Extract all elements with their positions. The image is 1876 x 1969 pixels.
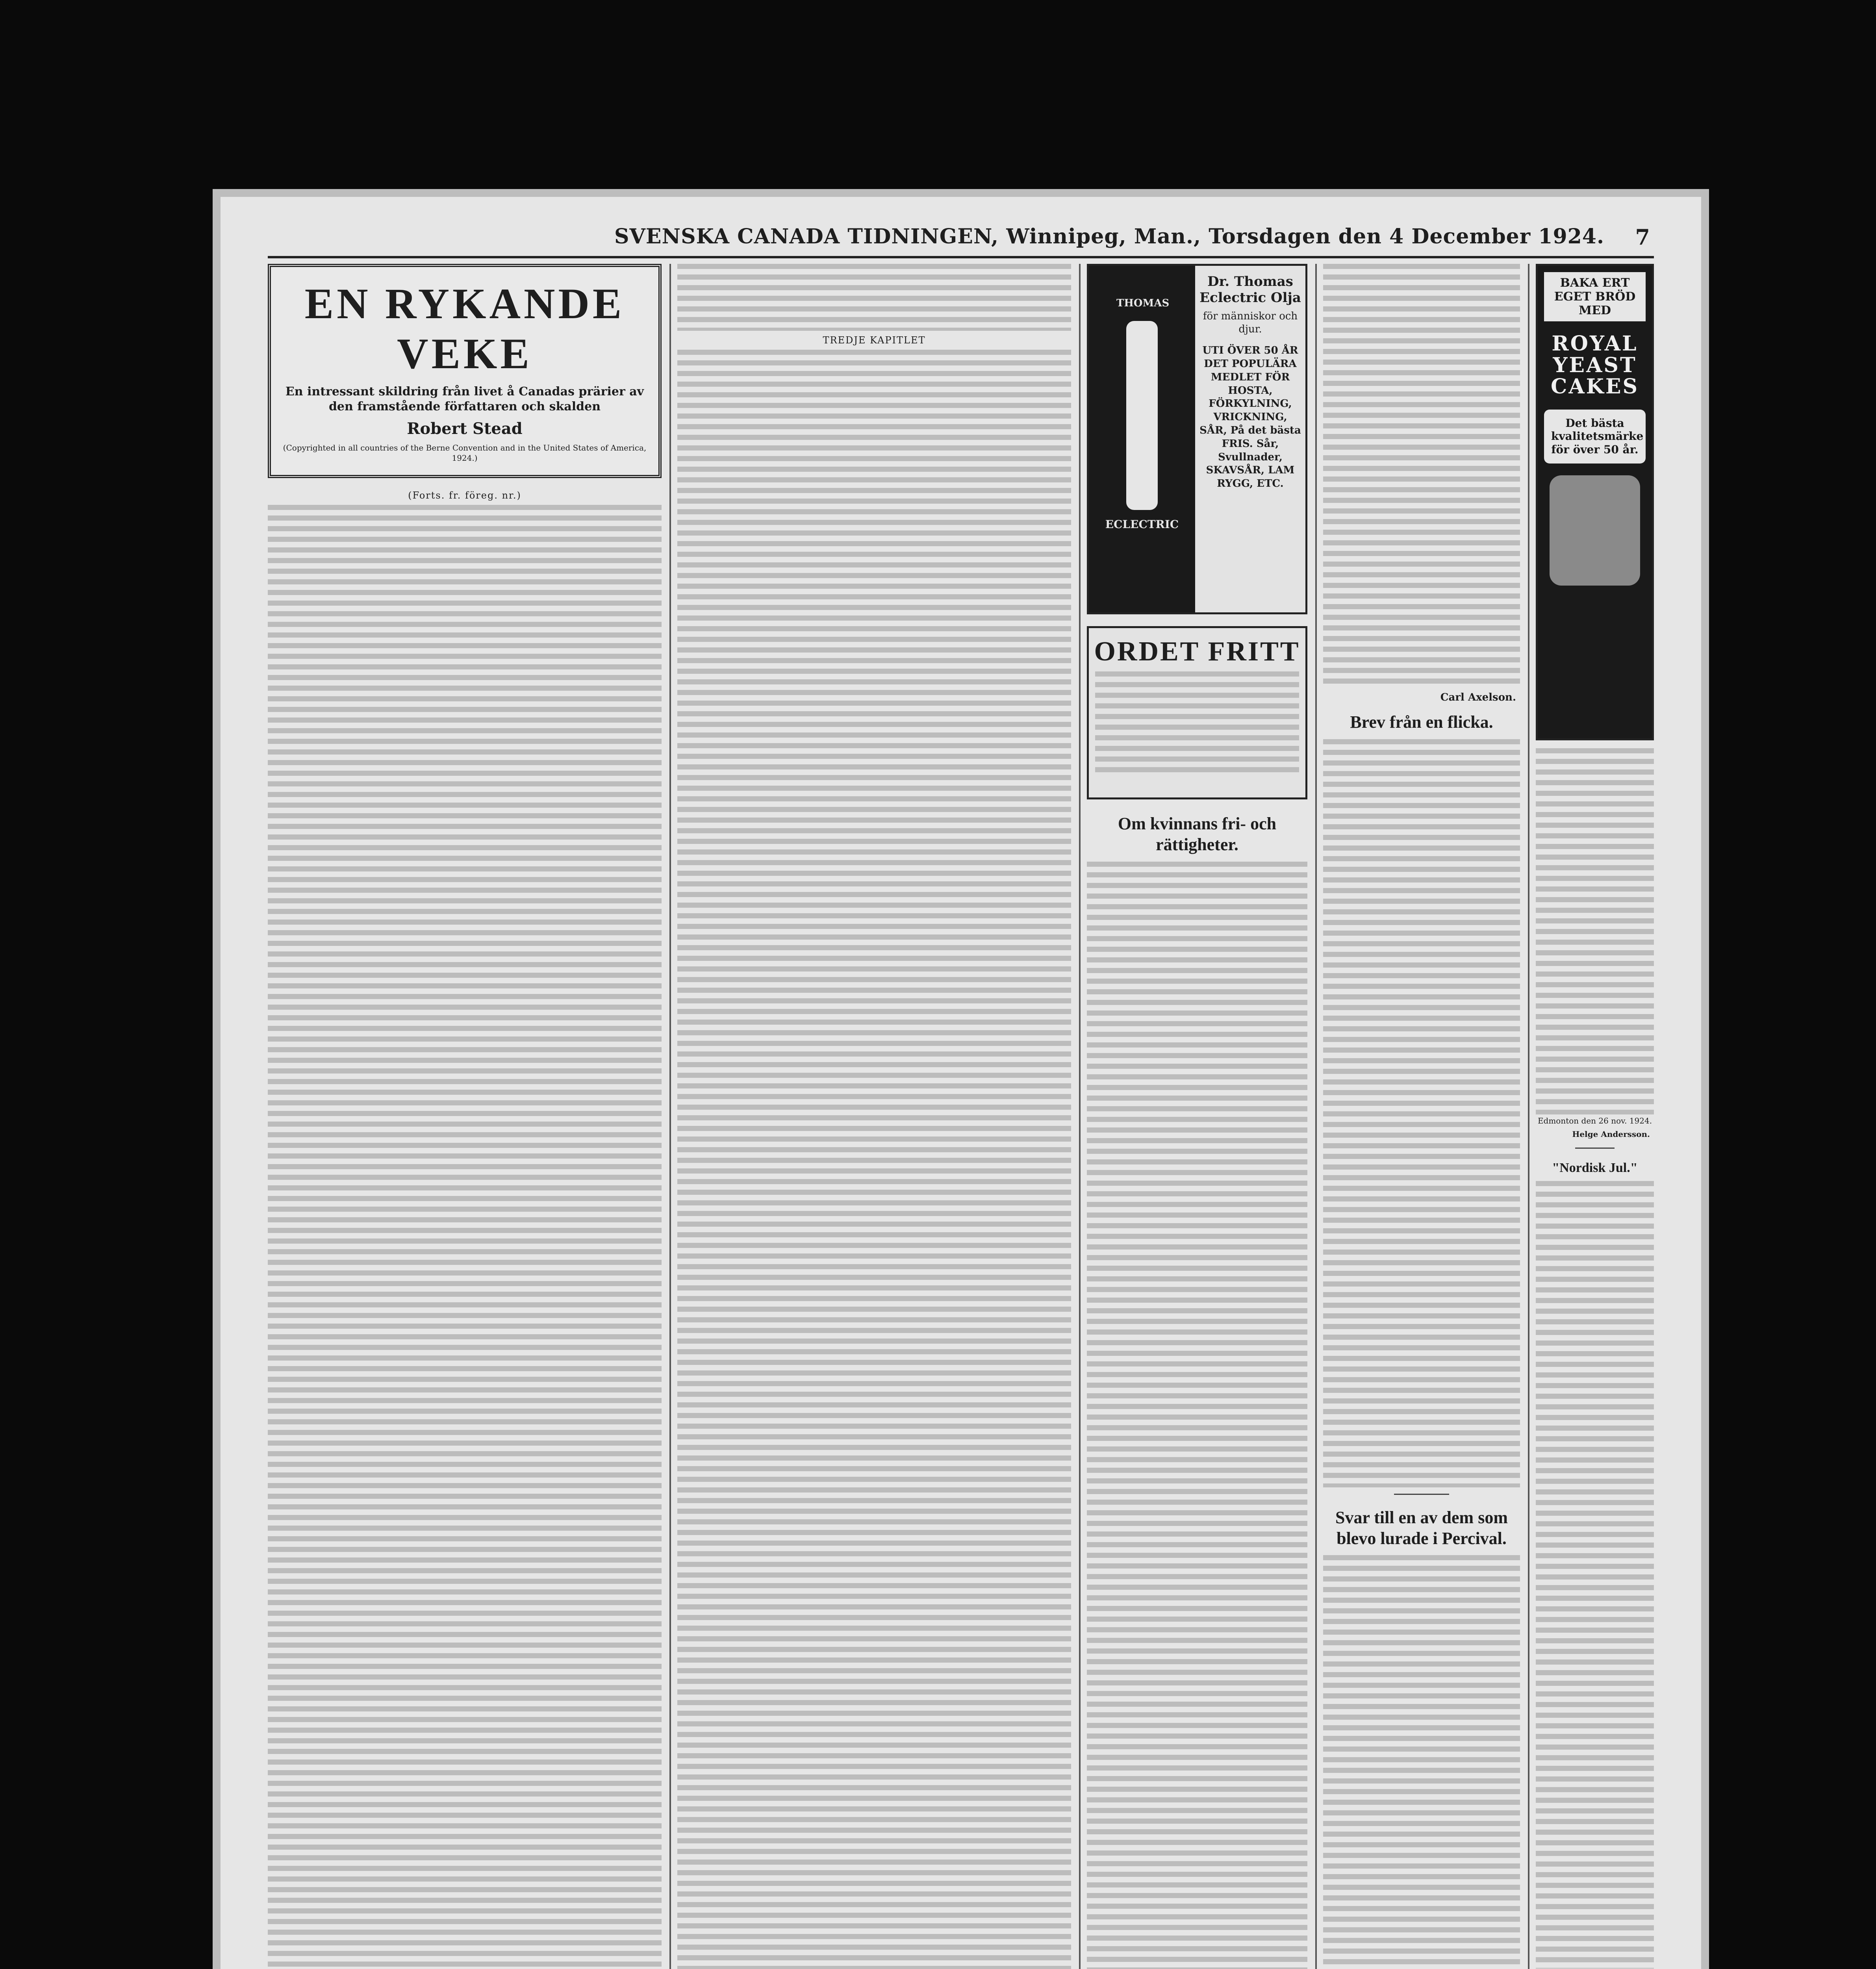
thomas-ad-title: Dr. Thomas Eclectric Olja [1199,274,1301,306]
column-2 [677,264,1071,1969]
percival-body-text [1323,1555,1520,1969]
bread-loaf-image [1550,475,1640,586]
column-rule [1079,264,1081,1969]
column-rule [669,264,671,1969]
masthead-title: SVENSKA CANADA TIDNINGEN, Winnipeg, Man., Torsdagen den 4 December 1924. [614,224,1605,248]
column-rule [1528,264,1529,1969]
letter-body-text [1536,748,1654,1114]
thomas-ad-body: UTI ÖVER 50 ÅR DET POPULÄRA MEDLET FÖR HOSTA, FÖRKYLNING, VRICKNING, SÅR, På det bästa FRIS. Sår, Svullnader, SKAVSÅR, LAM RYGG, ETC. [1199,345,1301,490]
serial-subtitle: En intressant skildring från livet å Canadas prärier av den framstående författaren och skalden [285,385,644,413]
serial-body-text [268,505,662,1969]
brev-body-text [1323,739,1520,1487]
thomas-ad-subtitle: för människor och djur. [1203,310,1298,336]
column-4 [1323,264,1520,1969]
serial-continued: (Forts. fr. föreg. nr.) [408,490,521,501]
column-1 [268,264,662,1969]
yeast-ad-name: ROYAL YEAST CAKES [1550,332,1639,399]
bottle-brand: THOMAS [1116,297,1170,309]
article-body-text [1323,264,1520,689]
serial-copyright: (Copyrighted in all countries of the Berne Convention and in the United States of America, 1924.) [283,443,647,463]
thomas-oil-ad [1087,264,1307,614]
brev-preceding-signature: Carl Axelson. [1440,692,1516,703]
newspaper-page [221,197,1701,1969]
column-3 [1087,264,1307,1969]
nordisk-jul-title: "Nordisk Jul." [1552,1161,1638,1175]
chapter-heading: TREDJE KAPITLET [823,335,926,346]
yeast-ad-tagline: Det bästa kvalitetsmärke för över 50 år. [1544,410,1646,464]
serial-headline-box [268,264,662,478]
running-head [268,221,1654,258]
ordet-fritt-box [1087,626,1307,799]
bottle-label: ECLECTRIC [1105,518,1179,531]
kvinnans-title: Om kvinnans fri- och rättigheter. [1118,814,1277,854]
bottle-illustration [1089,266,1195,612]
percival-title: Svar till en av dem som blevo lurade i Percival. [1335,1507,1508,1548]
serial-author: Robert Stead [407,419,523,438]
page-number: 7 [1635,224,1650,250]
divider [1575,1148,1615,1149]
brev-title: Brev från en flicka. [1350,712,1493,732]
yeast-ad-top: BAKA ERT EGET BRÖD MED [1544,272,1646,321]
column-5 [1536,264,1654,1969]
column-rule [1315,264,1317,1969]
serial-headline: EN RYKANDE VEKE [304,280,625,378]
divider [1394,1494,1449,1495]
bottle-shape [1126,321,1158,510]
ordet-fritt-text [1095,671,1299,774]
serial-body-text [677,350,1071,1969]
serial-body-text [677,264,1071,331]
kvinnans-body-text [1087,862,1307,1969]
nordisk-jul-body [1536,1181,1654,1969]
royal-yeast-ad [1536,264,1654,740]
ordet-fritt-title: ORDET FRITT [1094,636,1300,667]
letter-signature: Helge Andersson. [1572,1129,1650,1139]
letter-place: Edmonton den 26 nov. 1924. [1537,1116,1652,1125]
